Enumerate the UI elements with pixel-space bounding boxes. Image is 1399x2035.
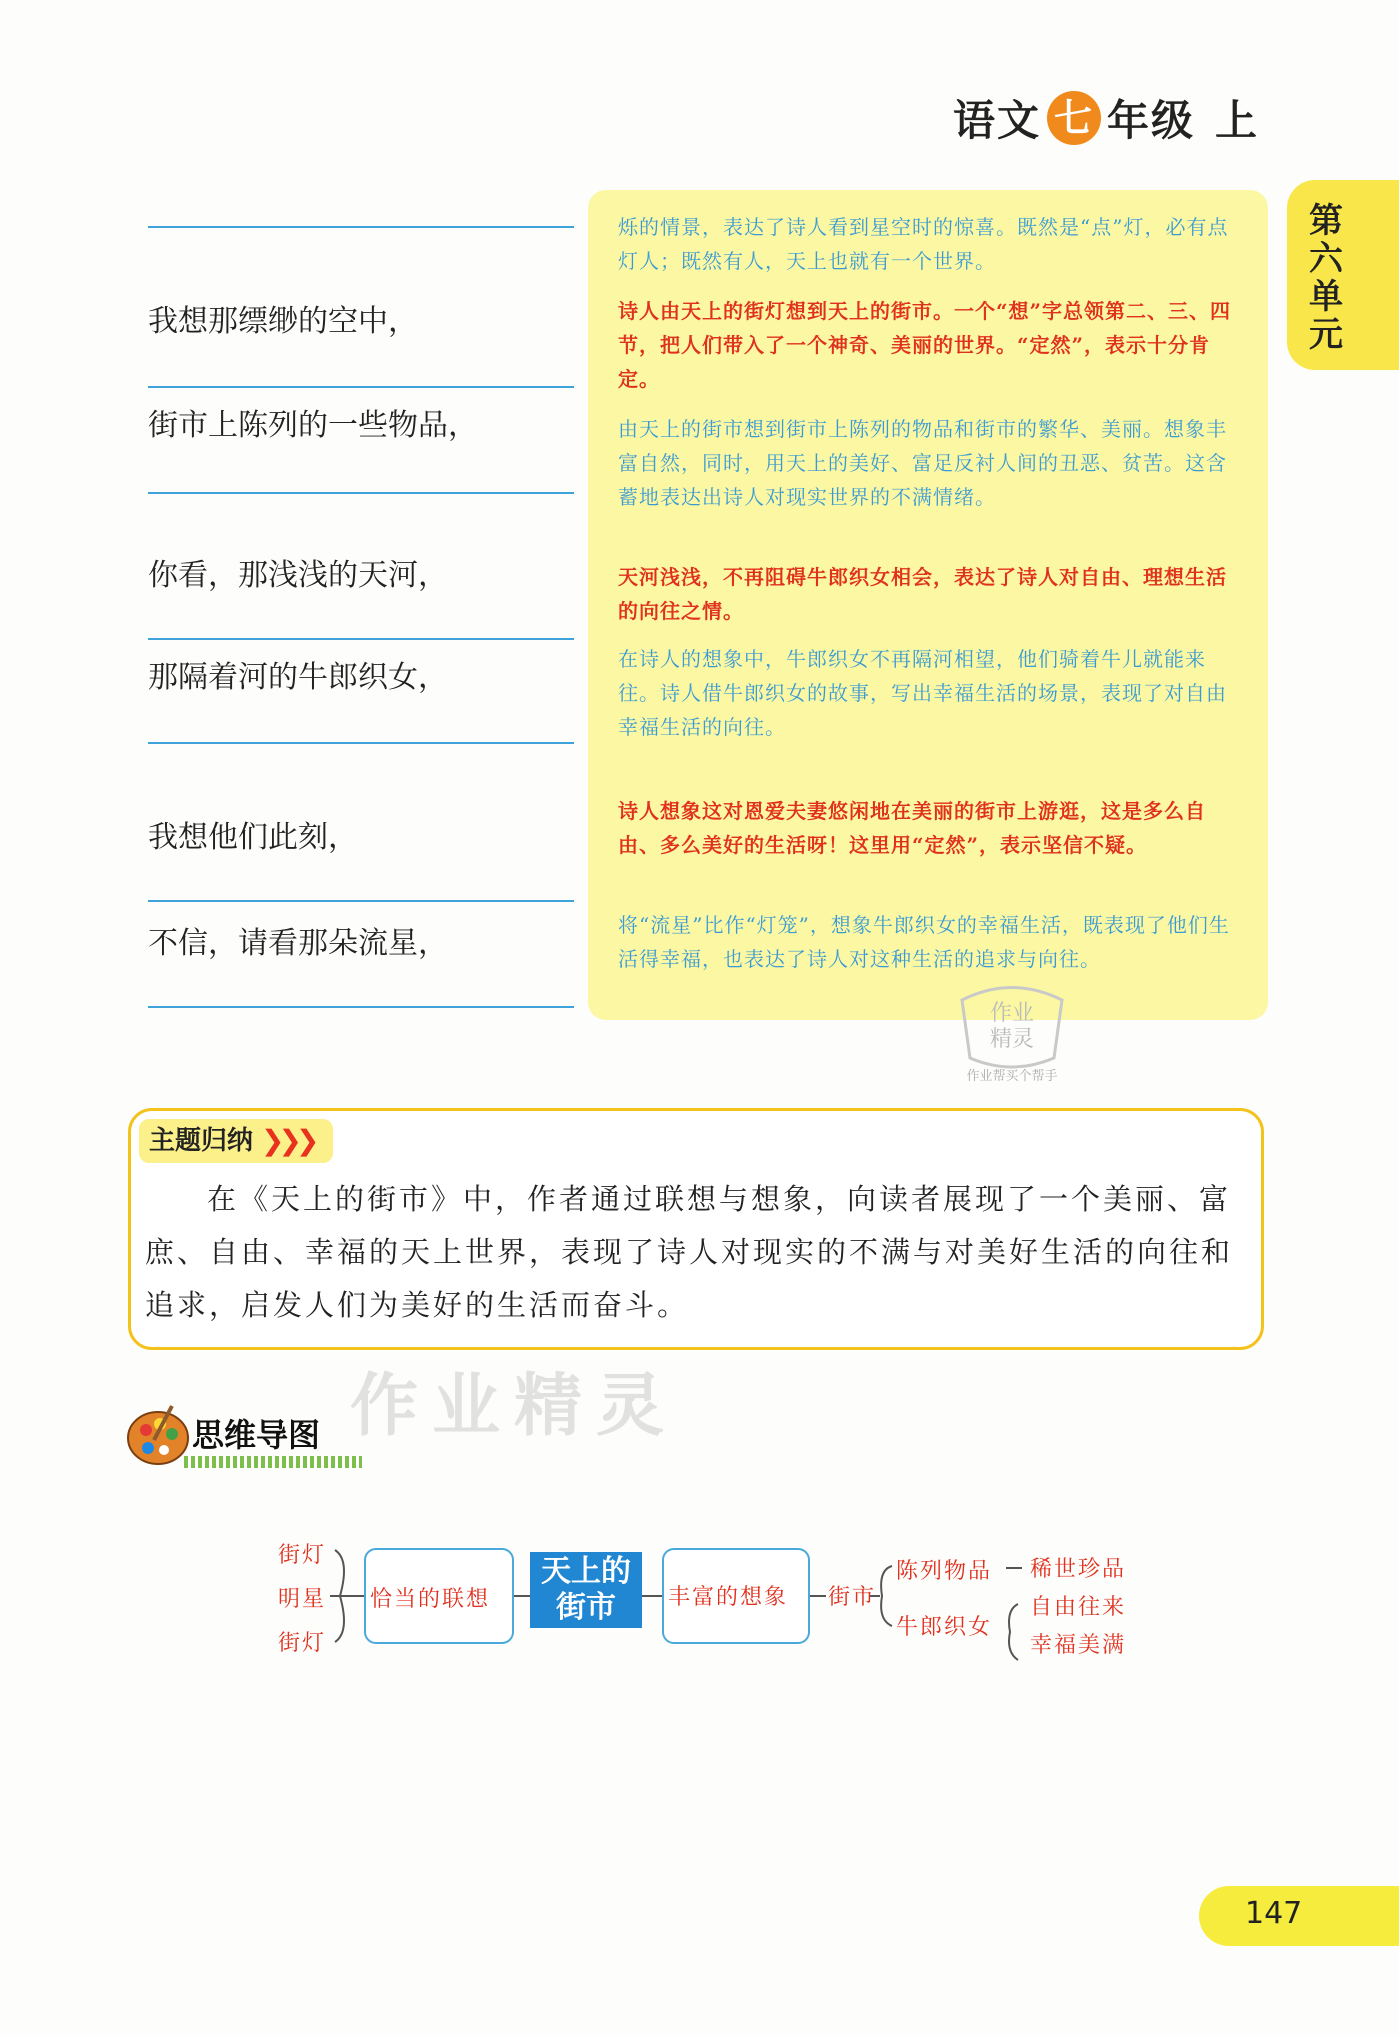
answer-line (148, 226, 574, 228)
subject-label: 语文 (952, 96, 1041, 145)
mind-map-item: 牛郎织女 (896, 1615, 993, 1640)
grade-number-badge: 七 (1047, 91, 1101, 145)
annotation-note: 将“流星”比作“灯笼”，想象牛郎织女的幸福生活，既表现了他们生活得幸福，也表达了诗人对这种生活的追求与向往。 (618, 913, 1230, 971)
mind-map-item: 自由往来 (1030, 1595, 1127, 1620)
poem-line: 我想他们此刻， (148, 820, 358, 855)
mind-map-title: 思维导图 (192, 1416, 321, 1454)
page-number: 147 (1245, 1896, 1303, 1931)
volume-label: 上 (1214, 96, 1259, 145)
mind-map-box-label: 丰富的想象 (668, 1585, 789, 1610)
stamp-line1: 作业 (989, 1001, 1035, 1026)
annotation-panel (588, 190, 1268, 1020)
mind-map-item: 街市 (828, 1585, 877, 1610)
answer-line (148, 900, 574, 902)
poem-line: 街市上陈列的一些物品， (148, 408, 478, 443)
poem-line: 我想那缥缈的空中， (148, 304, 418, 339)
mind-map-item: 明星 (278, 1587, 327, 1612)
annotation-note: 诗人由天上的街灯想到天上的街市。一个“想”字总领第二、三、四节，把人们带入了一个神奇、美丽的世界。“定然”，表示十分肯定。 (618, 299, 1232, 391)
answer-line (148, 386, 574, 388)
mind-map-box-left (364, 1548, 514, 1644)
page-number-tab (1199, 1886, 1399, 1946)
title-underline (184, 1456, 362, 1468)
theme-label (139, 1119, 333, 1163)
mind-map-center (530, 1552, 642, 1628)
mind-map-item: 街灯 (278, 1631, 327, 1656)
watermark-text: 作业精灵 (350, 1367, 679, 1446)
mind-map-item: 稀世珍品 (1030, 1557, 1127, 1582)
theme-summary-box (128, 1108, 1264, 1350)
answer-line (148, 742, 574, 744)
mind-map-item: 街灯 (278, 1543, 327, 1568)
center-line2: 街市 (556, 1590, 616, 1625)
answer-line (148, 1006, 574, 1008)
mind-map-header (124, 1400, 364, 1480)
mind-map-box-right (662, 1548, 810, 1644)
watermark-stamp (942, 980, 1082, 1100)
grade-label: 年级 (1106, 96, 1195, 145)
stamp-line2: 精灵 (989, 1027, 1035, 1052)
center-line1: 天上的 (541, 1554, 631, 1589)
annotation-note: 天河浅浅，不再阻碍牛郎织女相会，表达了诗人对自由、理想生活的向往之情。 (618, 565, 1227, 623)
poem-line: 那隔着河的牛郎织女， (148, 660, 448, 695)
annotation-note: 烁的情景，表达了诗人看到星空时的惊喜。既然是“点”灯，必有点灯人；既然有人，天上也就有一个世界。 (618, 215, 1229, 273)
mind-map-box-label: 恰当的联想 (370, 1587, 491, 1612)
triple-chevron-icon: ❯❯❯ (261, 1124, 314, 1157)
mind-map-item: 陈列物品 (896, 1559, 993, 1584)
annotation-note: 诗人想象这对恩爱夫妻悠闲地在美丽的街市上游逛，这是多么自由、多么美好的生活呀！这里用“定然”，表示坚信不疑。 (618, 799, 1206, 857)
mind-map-item: 幸福美满 (1030, 1633, 1127, 1658)
theme-text: 在《天上的街市》中，作者通过联想与想象，向读者展现了一个美丽、富庶、自由、幸福的天上世界，表现了诗人对现实的不满与对美好生活的向往和追求，启发人们为美好的生活而奋斗。 (145, 1182, 1234, 1322)
unit-tab-label: 第六单元 (1309, 201, 1343, 355)
poem-line: 你看，那浅浅的天河， (148, 558, 448, 593)
stamp-line3: 作业帮买个帮手 (966, 1069, 1058, 1084)
annotation-note: 由天上的街市想到街市上陈列的物品和街市的繁华、美丽。想象丰富自然，同时，用天上的美好、富足反衬人间的丑恶、贫苦。这含蓄地表达出诗人对现实世界的不满情绪。 (618, 417, 1227, 509)
theme-label-text: 主题归纳 (149, 1126, 254, 1156)
answer-line (148, 492, 574, 494)
annotation-note: 在诗人的想象中，牛郎织女不再隔河相望，他们骑着牛儿就能来往。诗人借牛郎织女的故事，写出幸福生活的场景，表现了对自由幸福生活的向往。 (618, 647, 1227, 739)
poem-line: 不信，请看那朵流星， (148, 926, 448, 961)
answer-line (148, 638, 574, 640)
unit-tab (1287, 180, 1399, 370)
page-title (953, 88, 1259, 148)
